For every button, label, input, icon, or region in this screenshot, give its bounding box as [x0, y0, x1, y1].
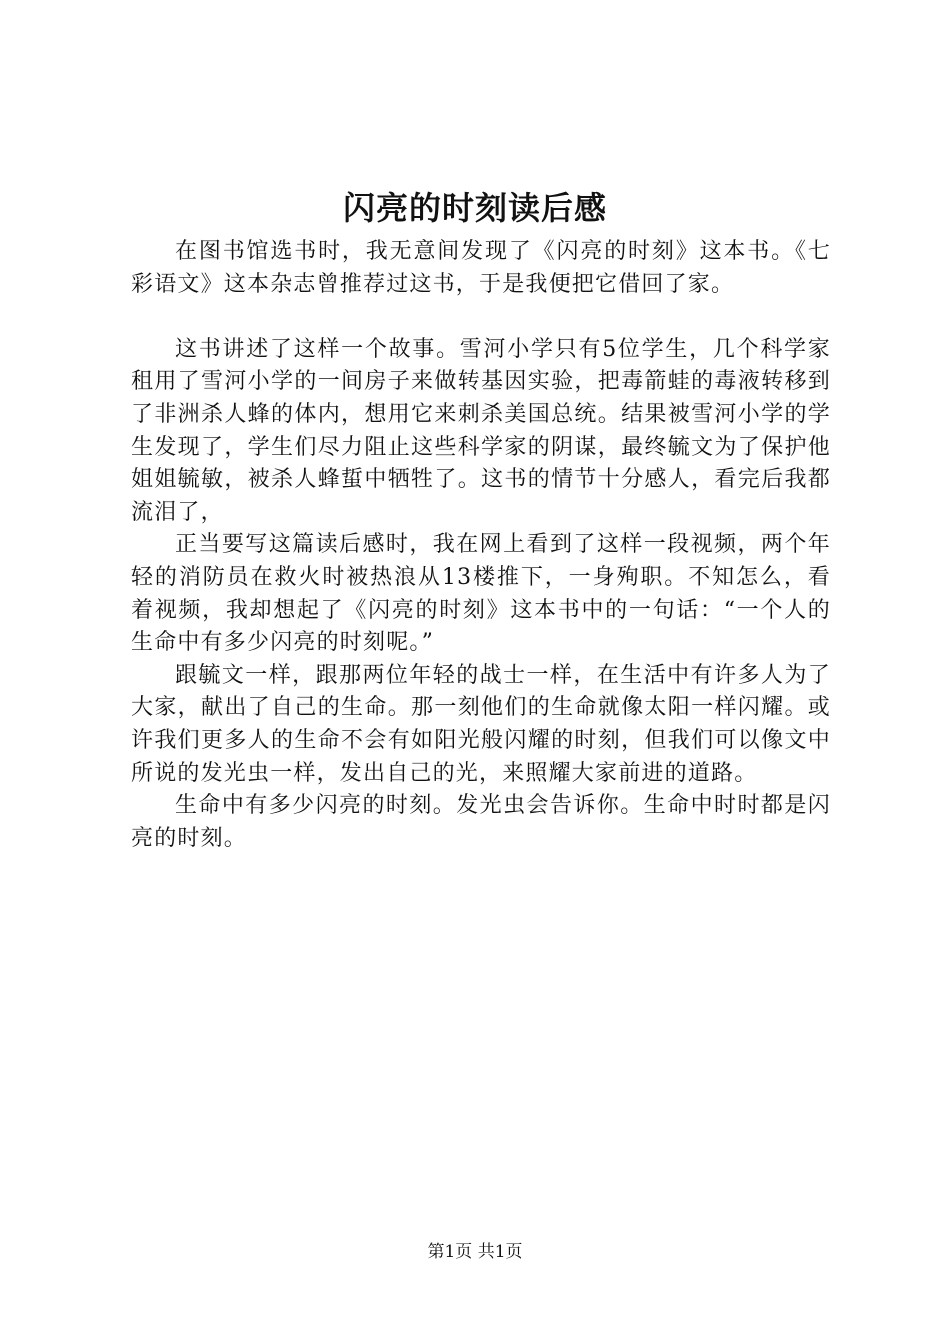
document-title: 闪亮的时刻读后感 — [342, 189, 607, 227]
paragraph: 这书讲述了这样一个故事。雪河小学只有5位学生，几个科学家租用了雪河小学的一间房子来做转基因实验，把毒箭蛙的毒液转移到了非洲杀人蜂的体内，想用它来刺杀美国总统。结果被雪河小学的学生发现了，学生们尽力阻止这些科学家的阴谋，最终毓文为了保护他姐姐毓敏，被杀人蜂蜇中牺牲了。这书的情节十分感人，看完后我都流泪了， — [131, 336, 831, 525]
page-footer: 第1页 共1页 — [427, 1242, 523, 1262]
paragraph: 跟毓文一样，跟那两位年轻的战士一样，在生活中有许多人为了大家，献出了自己的生命。那一刻他们的生命就像太阳一样闪耀。或许我们更多人的生命不会有如阳光般闪耀的时刻，但我们可以像文中所说的发光虫一样，发出自己的光，来照耀大家前进的道路。 — [131, 662, 831, 786]
paragraph: 正当要写这篇读后感时，我在网上看到了这样一段视频，两个年轻的消防员在救火时被热浪从13楼推下，一身殉职。不知怎么，看着视频，我却想起了《闪亮的时刻》这本书中的一句话：“一个人的生命中有多少闪亮的时刻呢。” — [131, 532, 831, 656]
document-body — [131, 236, 831, 855]
paragraph: 在图书馆选书时，我无意间发现了《闪亮的时刻》这本书。《七彩语文》这本杂志曾推荐过这书，于是我便把它借回了家。 — [131, 239, 831, 297]
paragraph: 生命中有多少闪亮的时刻。发光虫会告诉你。生命中时时都是闪亮的时刻。 — [131, 793, 831, 851]
